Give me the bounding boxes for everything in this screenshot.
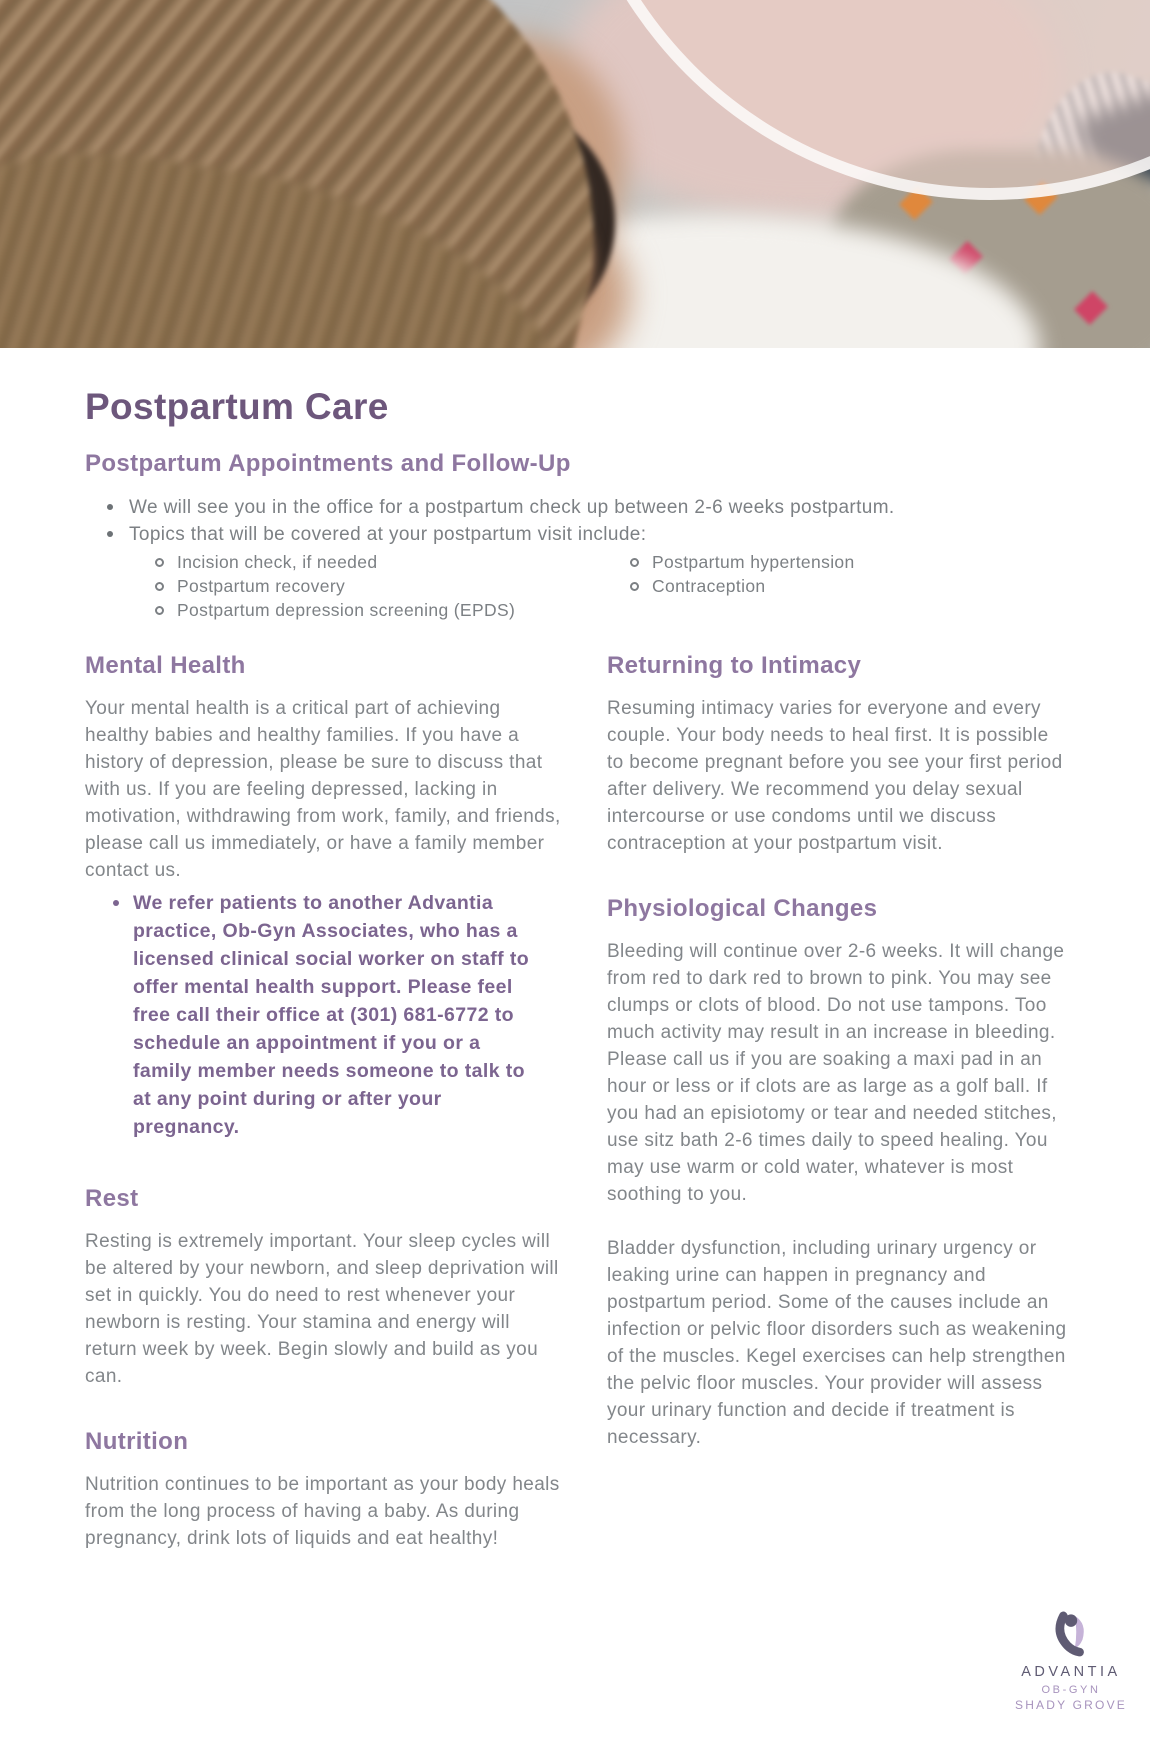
mental-health-body: Your mental health is a critical part of achieving healthy babies and healthy families. If you have a history of depression, please be sure to discuss that with us. If you are feeling depressed, lacking in motivation, withdrawing from work, family, and friends, please call us immediately, or have a family member contact us. bbox=[85, 698, 561, 881]
two-column-body bbox=[85, 652, 1068, 1552]
topics-lists bbox=[85, 550, 1068, 622]
circle-bullet-icon bbox=[630, 582, 639, 591]
appointments-heading: Postpartum Appointments and Follow-Up bbox=[85, 450, 571, 477]
circle-bullet-icon bbox=[155, 582, 164, 591]
topic-text: Contraception bbox=[652, 576, 766, 596]
list-item bbox=[630, 550, 855, 574]
bullet-icon bbox=[113, 900, 119, 906]
list-item bbox=[155, 598, 585, 622]
logo-subtext-obgyn: OB-GYN bbox=[1041, 1684, 1101, 1696]
appointments-bullets bbox=[85, 494, 1068, 548]
page-title: Postpartum Care bbox=[85, 386, 389, 427]
physiological-heading: Physiological Changes bbox=[606, 895, 878, 922]
topic-text: Postpartum hypertension bbox=[652, 552, 855, 572]
physiological-body-1: Bleeding will continue over 2-6 weeks. It will change from red to dark red to brown to pink. You may see clumps or clots of blood. Do not use tampons. Too much activity may result in an increase in bleeding. Please call us if you are soaking a maxi pad in an hour or less or if clots are as large as a golf ball. If you had an episiotomy or tear and needed stitches, use sitz bath 2-6 times daily to speed healing. You may use warm or cold water, whatever is most soothing to you. bbox=[606, 941, 1065, 1205]
bullet-text: Topics that will be covered at your postpartum visit include: bbox=[129, 524, 647, 545]
referral-callout bbox=[85, 889, 567, 1141]
list-item bbox=[630, 574, 855, 598]
right-column bbox=[607, 652, 1068, 1552]
logo-subtext-shadygrove: SHADY GROVE bbox=[1014, 1698, 1127, 1712]
intimacy-heading: Returning to Intimacy bbox=[606, 652, 862, 679]
topic-text: Postpartum depression screening (EPDS) bbox=[177, 600, 516, 620]
referral-callout-text: We refer patients to another Advantia practice, Ob-Gyn Associates, who has a licensed clinical social worker on staff to offer mental health support. Please feel free call their office at (301) 681-6772 to schedule an appointment if you or a family member needs someone to talk to at any point during or after your pregnancy. bbox=[133, 892, 530, 1138]
list-item bbox=[155, 550, 585, 574]
mental-health-heading: Mental Health bbox=[85, 652, 246, 679]
intimacy-body: Resuming intimacy varies for everyone and every couple. Your body needs to heal first. It is possible to become pregnant before you see your first period after delivery. We recommend you delay sexual intercourse or use condoms until we discuss contraception at your postpartum visit. bbox=[606, 698, 1063, 854]
rest-body: Resting is extremely important. Your sleep cycles will be altered by your newborn, and sleep deprivation will set in quickly. You do need to rest whenever your newborn is resting. Your stamina and energy will return week by week. Begin slowly and build as you can. bbox=[85, 1231, 559, 1387]
hero-photo bbox=[0, 0, 1150, 348]
list-item bbox=[85, 521, 1068, 548]
topics-right-list bbox=[630, 550, 855, 622]
list-item bbox=[155, 574, 585, 598]
topics-left-list bbox=[155, 550, 585, 622]
list-item bbox=[85, 494, 1068, 521]
physiological-body-2: Bladder dysfunction, including urinary urgency or leaking urine can happen in pregnancy and postpartum period. Some of the causes include an infection or pelvic floor disorders such as weakening of the muscles. Kegel exercises can help strengthen the pelvic floor muscles. Your provider will assess your urinary function and decide if treatment is necessary. bbox=[606, 1238, 1067, 1448]
circle-bullet-icon bbox=[630, 558, 639, 567]
advantia-logo bbox=[996, 1611, 1146, 1712]
circle-bullet-icon bbox=[155, 606, 164, 615]
bullet-icon bbox=[107, 504, 113, 510]
left-column bbox=[85, 652, 567, 1552]
bullet-text: We will see you in the office for a postpartum check up between 2-6 weeks postpartum. bbox=[129, 497, 895, 518]
nutrition-body: Nutrition continues to be important as your body heals from the long process of having a baby. As during pregnancy, drink lots of liquids and eat healthy! bbox=[85, 1474, 560, 1549]
logo-brand-text: ADVANTIA bbox=[1021, 1664, 1121, 1680]
topic-text: Incision check, if needed bbox=[177, 552, 378, 572]
circle-bullet-icon bbox=[155, 558, 164, 567]
nutrition-heading: Nutrition bbox=[85, 1428, 189, 1455]
advantia-figure-icon bbox=[1050, 1611, 1092, 1657]
rest-heading: Rest bbox=[85, 1185, 139, 1212]
bullet-icon bbox=[107, 531, 113, 537]
topic-text: Postpartum recovery bbox=[177, 576, 346, 596]
